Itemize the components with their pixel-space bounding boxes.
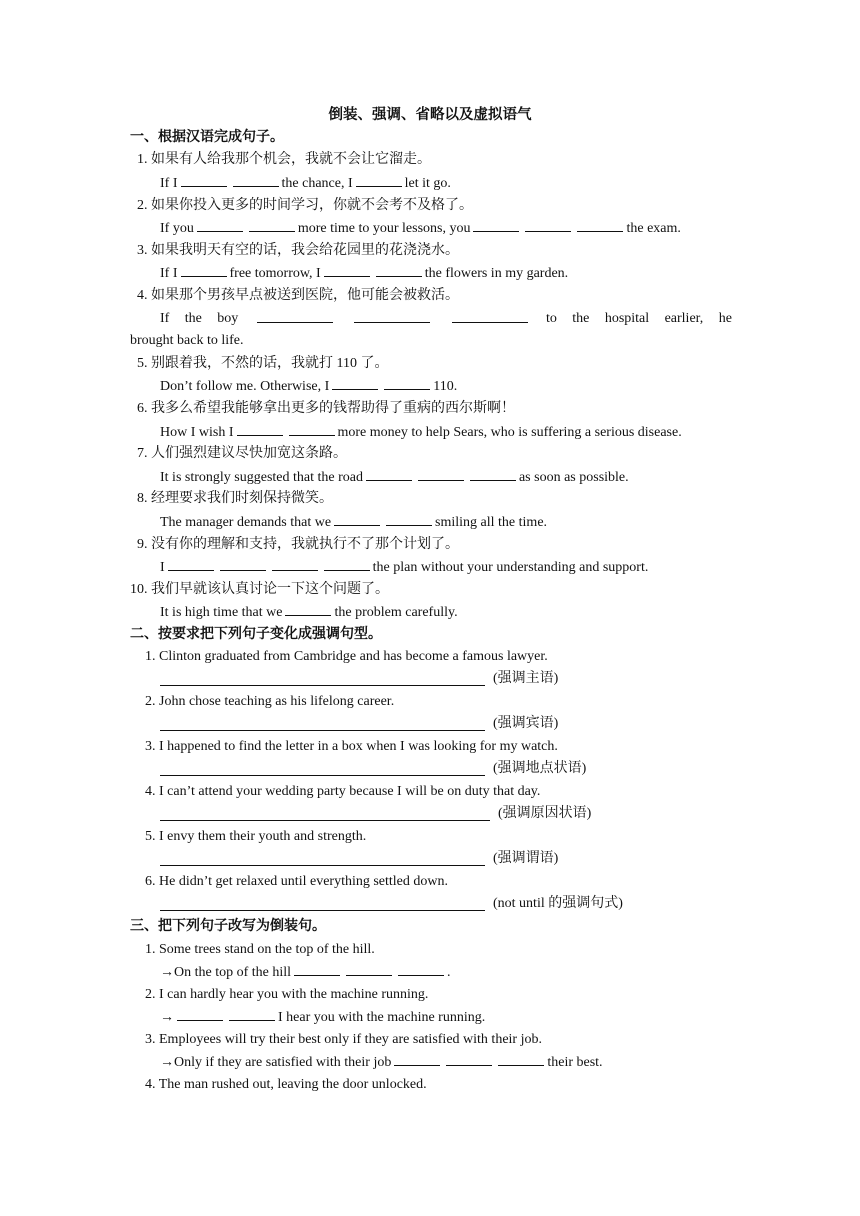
inversion-question-1: 1. Some trees stand on the top of the hill. [145, 942, 375, 957]
answer-blank[interactable] [249, 219, 295, 232]
emphasis-question-1: 1. Clinton graduated from Cambridge and has become a famous lawyer. [145, 649, 548, 664]
answer-line[interactable] [160, 910, 485, 911]
answer-blank[interactable] [470, 468, 516, 481]
emphasis-question-4: 4. I can’t attend your wedding party because I will be on duty that day. [145, 784, 541, 799]
question-7-english: It is strongly suggested that the road as soon as possible. [160, 470, 629, 485]
answer-line[interactable] [160, 730, 485, 731]
section-1-heading: 一、根据汉语完成句子。 [130, 130, 284, 145]
answer-blank[interactable] [334, 513, 380, 526]
section-2-heading: 二、按要求把下列句子变化成强调句型。 [130, 627, 382, 642]
section-3-heading: 三、把下列句子改写为倒装句。 [130, 919, 326, 934]
emphasis-question-6: 6. He didn’t get relaxed until everything settled down. [145, 874, 449, 889]
answer-blank[interactable] [324, 264, 370, 277]
answer-blank[interactable] [346, 963, 392, 976]
answer-blank[interactable] [197, 219, 243, 232]
question-2-english: If you more time to your lessons, you the exam. [160, 221, 681, 236]
inversion-answer-3: →Only if they are satisfied with their job their best. [160, 1055, 603, 1070]
answer-blank[interactable] [498, 1053, 544, 1066]
answer-blank[interactable] [394, 1053, 440, 1066]
answer-blank[interactable] [452, 310, 528, 323]
inversion-answer-1: →On the top of the hill . [160, 965, 451, 980]
answer-blank[interactable] [473, 219, 519, 232]
answer-blank[interactable] [577, 219, 623, 232]
inversion-answer-2: → I hear you with the machine running. [160, 1010, 486, 1025]
emphasis-question-2: 2. John chose teaching as his lifelong career. [145, 694, 395, 709]
answer-blank[interactable] [168, 558, 214, 571]
page-title: 倒装、强调、省略以及虚拟语气 [328, 107, 532, 123]
inversion-question-4: 4. The man rushed out, leaving the door unlocked. [145, 1077, 427, 1092]
answer-blank[interactable] [332, 377, 378, 390]
question-7-chinese: 7. 人们强烈建议尽快加宽这条路。 [137, 446, 347, 461]
answer-blank[interactable] [177, 1008, 223, 1021]
answer-blank[interactable] [366, 468, 412, 481]
answer-blank[interactable] [181, 264, 227, 277]
question-4-english: If the boy to the hospital earlier, he [160, 311, 732, 326]
inversion-question-2: 2. I can hardly hear you with the machine running. [145, 987, 429, 1002]
emphasis-note-6: (not until 的强调句式) [493, 896, 623, 911]
answer-blank[interactable] [398, 963, 444, 976]
answer-blank[interactable] [324, 558, 370, 571]
emphasis-note-4: (强调原因状语) [498, 806, 592, 821]
question-10-chinese: 10. 我们早就该认真讨论一下这个问题了。 [130, 582, 389, 597]
question-8-english: The manager demands that we smiling all the time. [160, 515, 548, 530]
answer-blank[interactable] [384, 377, 430, 390]
question-6-english: How I wish I more money to help Sears, who is suffering a serious disease. [160, 425, 682, 440]
question-9-chinese: 9. 没有你的理解和支持，我就执行不了那个计划了。 [137, 537, 459, 552]
question-5-chinese: 5. 别跟着我，不然的话，我就打 110 了。 [137, 356, 389, 371]
answer-blank[interactable] [446, 1053, 492, 1066]
answer-line[interactable] [160, 820, 490, 821]
question-5-english: Don’t follow me. Otherwise, I 110. [160, 379, 458, 394]
question-4-chinese: 4. 如果那个男孩早点被送到医院，他可能会被救活。 [137, 288, 459, 303]
answer-blank[interactable] [294, 963, 340, 976]
answer-blank[interactable] [525, 219, 571, 232]
answer-blank[interactable] [356, 174, 402, 187]
answer-blank[interactable] [229, 1008, 275, 1021]
answer-blank[interactable] [418, 468, 464, 481]
answer-line[interactable] [160, 865, 485, 866]
emphasis-question-3: 3. I happened to find the letter in a box when I was looking for my watch. [145, 739, 558, 754]
question-9-english: I the plan without your understanding and support. [160, 560, 649, 575]
answer-blank[interactable] [386, 513, 432, 526]
question-8-chinese: 8. 经理要求我们时刻保持微笑。 [137, 491, 333, 506]
answer-blank[interactable] [237, 423, 283, 436]
answer-blank[interactable] [181, 174, 227, 187]
answer-blank[interactable] [354, 310, 430, 323]
answer-blank[interactable] [233, 174, 279, 187]
emphasis-note-3: (强调地点状语) [493, 761, 587, 776]
question-1-english: If I the chance, I let it go. [160, 176, 451, 191]
answer-line[interactable] [160, 775, 485, 776]
emphasis-note-5: (强调谓语) [493, 851, 559, 866]
question-3-english: If I free tomorrow, I the flowers in my garden. [160, 266, 569, 281]
emphasis-note-2: (强调宾语) [493, 716, 559, 731]
question-4-continuation: brought back to life. [130, 333, 244, 348]
question-6-chinese: 6. 我多么希望我能够拿出更多的钱帮助得了重病的西尔斯啊！ [137, 401, 515, 416]
answer-blank[interactable] [257, 310, 333, 323]
question-10-english: It is high time that we the problem carefully. [160, 605, 458, 620]
answer-blank[interactable] [285, 603, 331, 616]
answer-line[interactable] [160, 685, 485, 686]
question-2-chinese: 2. 如果你投入更多的时间学习，你就不会考不及格了。 [137, 198, 473, 213]
answer-blank[interactable] [376, 264, 422, 277]
emphasis-note-1: (强调主语) [493, 671, 559, 686]
question-1-chinese: 1. 如果有人给我那个机会，我就不会让它溜走。 [137, 152, 431, 167]
question-3-chinese: 3. 如果我明天有空的话，我会给花园里的花浇浇水。 [137, 243, 459, 258]
answer-blank[interactable] [220, 558, 266, 571]
emphasis-question-5: 5. I envy them their youth and strength. [145, 829, 367, 844]
answer-blank[interactable] [272, 558, 318, 571]
answer-blank[interactable] [289, 423, 335, 436]
inversion-question-3: 3. Employees will try their best only if they are satisfied with their job. [145, 1032, 542, 1047]
